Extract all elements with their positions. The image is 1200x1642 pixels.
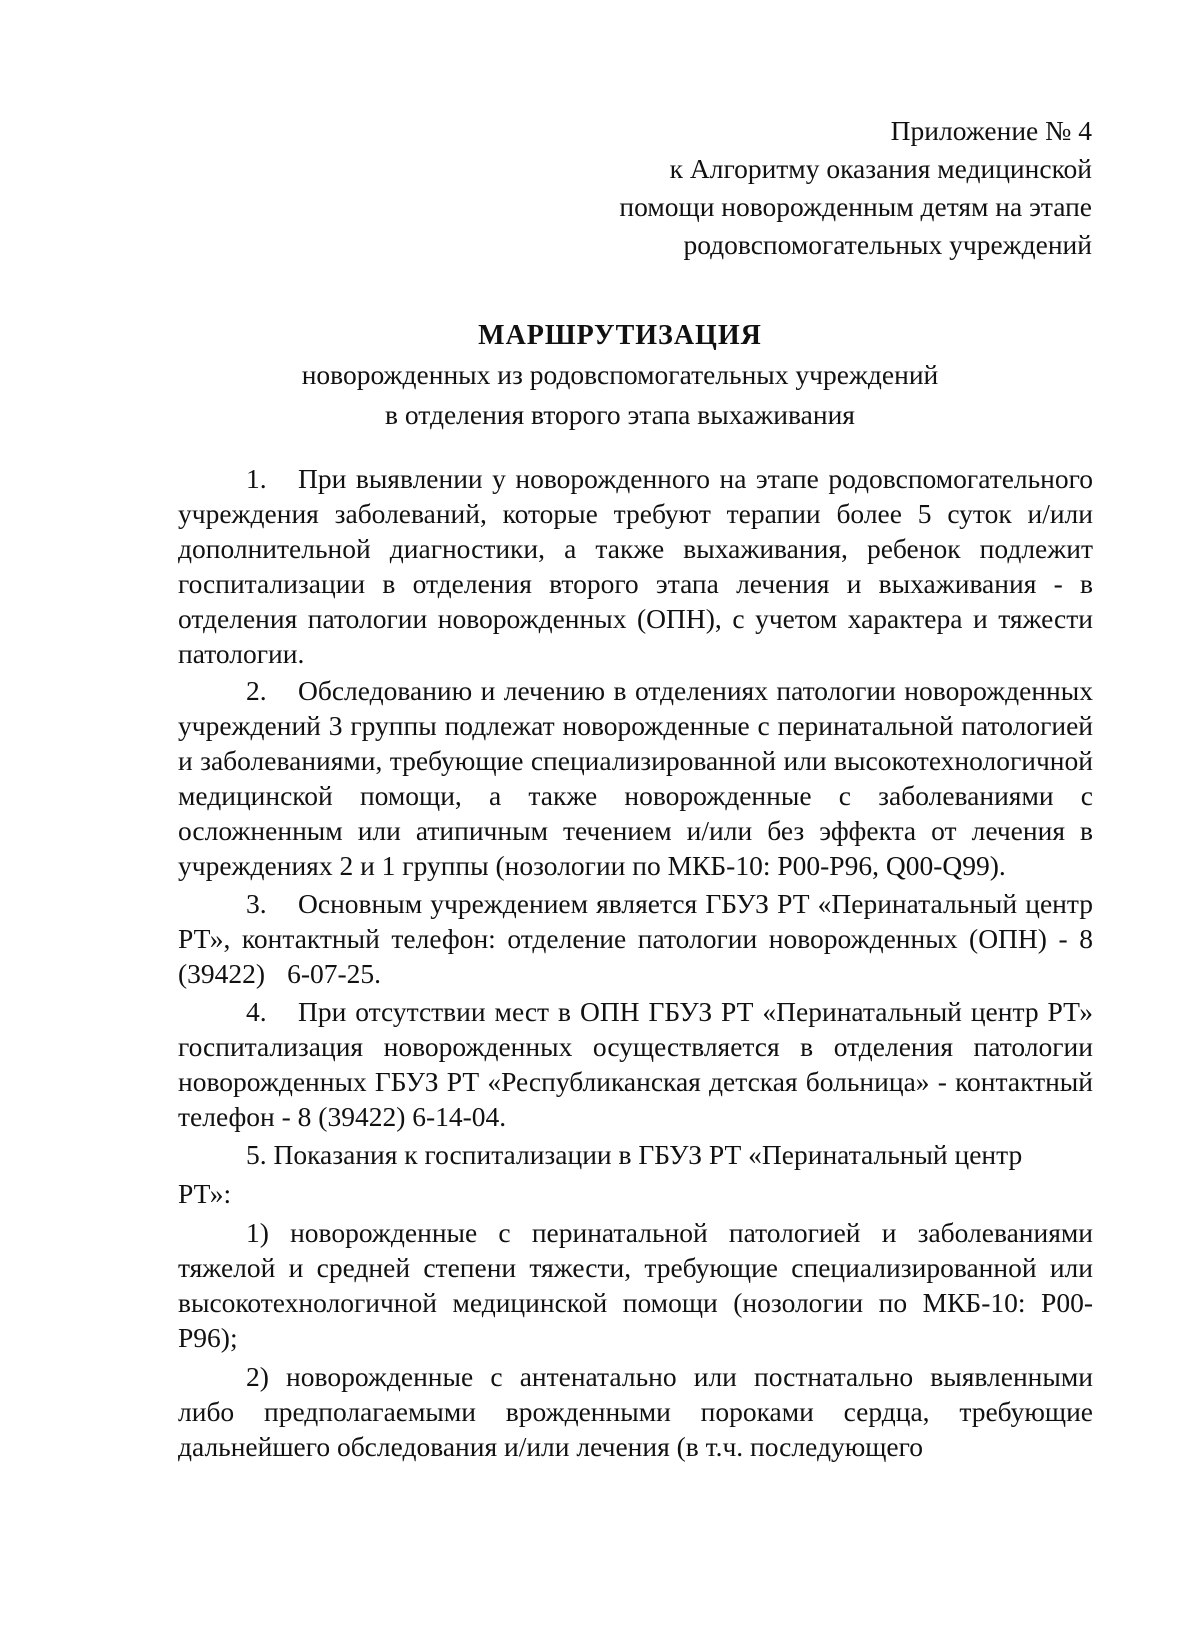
appendix-line-4: родовспомогательных учреждений (683, 229, 1092, 260)
paragraph-1-text: При выявлении у новорожденного на этапе родовспомогательного учреждения заболеваний, которые требуют терапии более 5 суток и/или дополнительной диагностики, а также выхаживания, ребенок подлежит госпитализации в отделения второго этапа лечения и выхаживания - в отделения патологии новорожденных (ОПН), с учетом характера и тяжести патологии. (178, 463, 1093, 669)
appendix-note (619, 112, 1092, 264)
paragraph-3 (178, 886, 1093, 991)
subitem-1 (178, 1215, 1093, 1355)
paragraph-1-number: 1. (246, 463, 267, 494)
subitem-1-text: 1) новорожденные с перинатальной патологией и заболеваниями тяжелой и средней степени тяжести, требующие специализированной или высокотехнологичной медицинской помощи (нозологии по МКБ-10: Р00-Р96); (178, 1217, 1093, 1353)
paragraph-4 (178, 994, 1093, 1134)
document-title: МАРШРУТИЗАЦИЯ (478, 320, 762, 351)
paragraph-5-text: 5. Показания к госпитализации в ГБУЗ РТ «Перинатальный центр (246, 1139, 1023, 1170)
appendix-line-1: Приложение № 4 (890, 115, 1092, 146)
paragraph-5-continuation (178, 1176, 1093, 1211)
paragraph-5 (178, 1137, 1093, 1172)
paragraph-3-number: 3. (246, 888, 267, 919)
paragraph-1 (178, 461, 1093, 671)
paragraph-3-phone: 6-07-25. (287, 958, 382, 989)
appendix-line-2: к Алгоритму оказания медицинской (669, 153, 1092, 184)
appendix-line-3: помощи новорожденным детям на этапе (619, 191, 1092, 222)
paragraph-3-text: Основным учреждением является ГБУЗ РТ «Перинатальный центр РТ», контактный телефон: отделение патологии новорожденных (ОПН) - 8 (39422) (178, 888, 1093, 989)
document-subtitle-line-1: новорожденных из родовспомогательных учреждений (301, 359, 939, 390)
paragraph-4-number: 4. (246, 996, 267, 1027)
paragraph-4-text: При отсутствии мест в ОПН ГБУЗ РТ «Перинатальный центр РТ» госпитализация новорожденных осуществляется в отделения патологии новорожденных ГБУЗ РТ «Республиканская детская больница» - контактный телефон - 8 (39422) 6-14-04. (178, 996, 1093, 1132)
paragraph-2-text: Обследованию и лечению в отделениях патологии новорожденных учреждений 3 группы подлежат новорожденные с перинатальной патологией и заболеваниями, требующие специализированной или высокотехнологичной медицинской помощи, а также новорожденные с заболеваниями с осложненным или атипичным течением и/или без эффекта от лечения в учреждениях 2 и 1 группы (нозологии по МКБ-10: Р00-Р96, Q00-Q99). (178, 675, 1093, 881)
document-subtitle-line-2: в отделения второго этапа выхаживания (385, 399, 855, 430)
document-heading (0, 318, 1200, 434)
subitem-2 (178, 1359, 1093, 1464)
subitem-2-text: 2) новорожденные с антенатально или постнатально выявленными либо предполагаемыми врожденными пороками сердца, требующие дальнейшего обследования и/или лечения (в т.ч. последующего (178, 1361, 1093, 1462)
paragraph-2 (178, 673, 1093, 883)
document-body (178, 461, 1093, 1466)
paragraph-5-cont-text: РТ»: (178, 1178, 232, 1209)
paragraph-2-number: 2. (246, 675, 267, 706)
